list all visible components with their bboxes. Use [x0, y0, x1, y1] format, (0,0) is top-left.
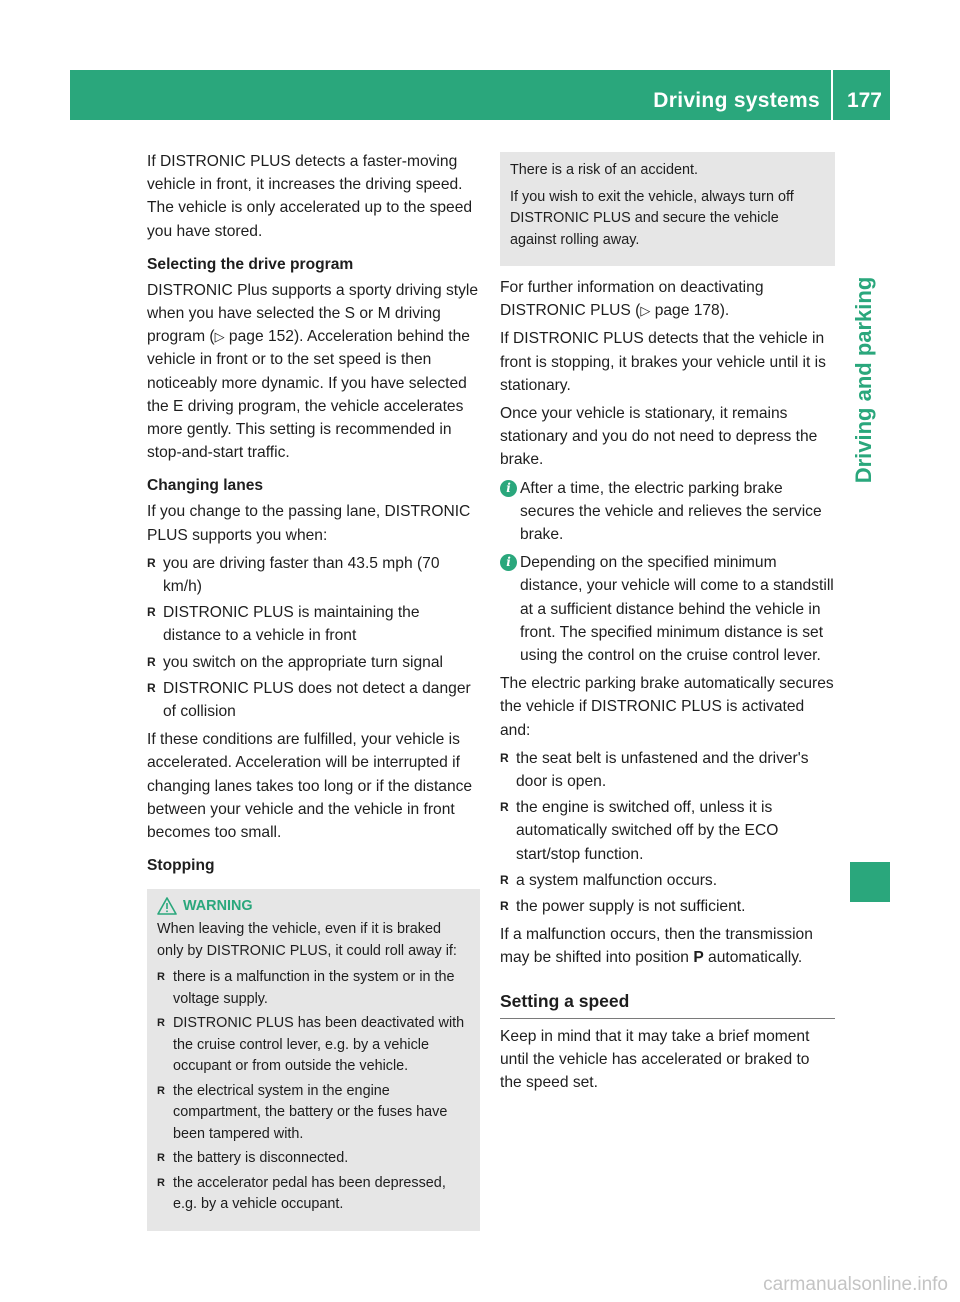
page-reference-arrow-icon: ▷ [640, 303, 651, 319]
list-item: R the electrical system in the engine compartment, the battery or the fuses have been tampered with. [157, 1081, 470, 1146]
paragraph-deactivation-reference: For further information on deactivating DISTRONIC PLUS (▷ page 178). [500, 279, 764, 320]
warning-triangle-icon [157, 897, 177, 915]
paragraph-lanes-intro: If you change to the passing lane, DISTRONIC PLUS supports you when: [147, 503, 471, 544]
paragraph-stationary: Once your vehicle is stationary, it remains stationary and you do not need to depress the brake. [500, 405, 818, 469]
list-item: R you are driving faster than 43.5 mph (70 km/h) [147, 552, 480, 598]
chapter-tab-label [844, 260, 884, 500]
warning-box [147, 889, 480, 1231]
paragraph-faster-vehicle: If DISTRONIC PLUS detects a faster-moving vehicle in front, it increases the driving speed. The vehicle is only accelerated up to the speed you have stored. [147, 153, 473, 240]
list-item: R the power supply is not sufficient. [500, 895, 835, 918]
page-reference-link[interactable]: page 178). [650, 302, 730, 320]
heading-setting-speed: Setting a speed [500, 988, 835, 1019]
list-item: R the battery is disconnected. [157, 1148, 470, 1170]
page-reference-link[interactable]: page 152). Acceleration behind the vehicle in front or to the set speed is then noticeably more dynamic. If you have selected the E driving program, the vehicle accelerates more gently. This setting is recommended in stop-and-start traffic. [147, 328, 470, 462]
info-note-parking-brake: i After a time, the electric parking brake secures the vehicle and relieves the service brake. [500, 477, 835, 547]
paragraph-malfunction: If a malfunction occurs, then the transmission may be shifted into position P automatically. [500, 926, 813, 967]
warning-header [157, 897, 470, 915]
left-column [147, 150, 480, 1241]
list-item: R DISTRONIC PLUS does not detect a danger of collision [147, 677, 480, 723]
list-item: R DISTRONIC PLUS is maintaining the distance to a vehicle in front [147, 601, 480, 647]
chapter-tab-marker [850, 862, 890, 902]
heading-drive-program: Selecting the drive program [147, 255, 354, 273]
list-item: R the seat belt is unfastened and the driver's door is open. [500, 747, 835, 793]
warning-risk-text: There is a risk of an accident. [510, 162, 698, 178]
header-bar [70, 70, 890, 120]
info-note-minimum-distance: i Depending on the specified minimum distance, your vehicle will come to a standstill at a sufficient distance behind the vehicle in front. The specified minimum distance is set using the control on the cruise control lever. [500, 551, 835, 667]
brake-conditions-list [500, 747, 835, 918]
page-reference-arrow-icon: ▷ [214, 329, 225, 345]
page-number: 177 [846, 89, 882, 112]
heading-changing-lanes: Changing lanes [147, 477, 264, 495]
list-item: R a system malfunction occurs. [500, 869, 835, 892]
transmission-position: P [693, 949, 704, 967]
paragraph-parking-brake-auto: The electric parking brake automatically secures the vehicle if DISTRONIC PLUS is activated and: [500, 675, 834, 739]
warning-list [157, 967, 470, 1216]
paragraph-lanes-result: If these conditions are fulfilled, your vehicle is accelerated. Acceleration will be interrupted if changing lanes takes too long or if the distance between your vehicle and the vehicle in front becomes too small. [147, 731, 473, 842]
watermark: carmanualsonline.info [763, 1274, 948, 1295]
warning-intro: When leaving the vehicle, even if it is braked only by DISTRONIC PLUS, it could roll away if: [157, 921, 457, 959]
right-column [500, 150, 835, 1099]
info-icon: i [500, 480, 517, 497]
paragraph-setting-speed: Keep in mind that it may take a brief moment until the vehicle has accelerated or braked to the speed set. [500, 1027, 810, 1092]
section-title: Driving systems [653, 89, 820, 112]
info-icon: i [500, 554, 517, 571]
warning-advice-text: If you wish to exit the vehicle, always turn off DISTRONIC PLUS and secure the vehicle against rolling away. [510, 188, 794, 248]
warning-title: WARNING [183, 898, 253, 915]
list-item: R the engine is switched off, unless it is automatically switched off by the ECO start/stop function. [500, 796, 835, 866]
paragraph-drive-program: DISTRONIC Plus supports a sporty driving style when you have selected the S or M driving program (▷ page 152). Acceleration behind the vehicle in front or to the set speed is then noticeably more dynamic. If you have selected the E driving program, the vehicle accelerates more gently. This setting is recommended in stop-and-start traffic. [147, 281, 479, 462]
header-separator [831, 70, 833, 120]
paragraph-vehicle-stopping: If DISTRONIC PLUS detects that the vehicle in front is stopping, it brakes your vehicle until it is stationary. [500, 330, 826, 394]
chapter-tab-text: Driving and parking [851, 276, 876, 484]
list-item: R DISTRONIC PLUS has been deactivated with the cruise control lever, e.g. by a vehicle occupant or from outside the vehicle. [157, 1013, 470, 1078]
heading-stopping: Stopping [147, 857, 215, 875]
lane-conditions-list [147, 552, 480, 723]
list-item: R you switch on the appropriate turn signal [147, 651, 480, 674]
warning-box-continued [500, 152, 835, 266]
list-item: R the accelerator pedal has been depressed, e.g. by a vehicle occupant. [157, 1173, 470, 1216]
list-item: R there is a malfunction in the system or in the voltage supply. [157, 967, 470, 1010]
